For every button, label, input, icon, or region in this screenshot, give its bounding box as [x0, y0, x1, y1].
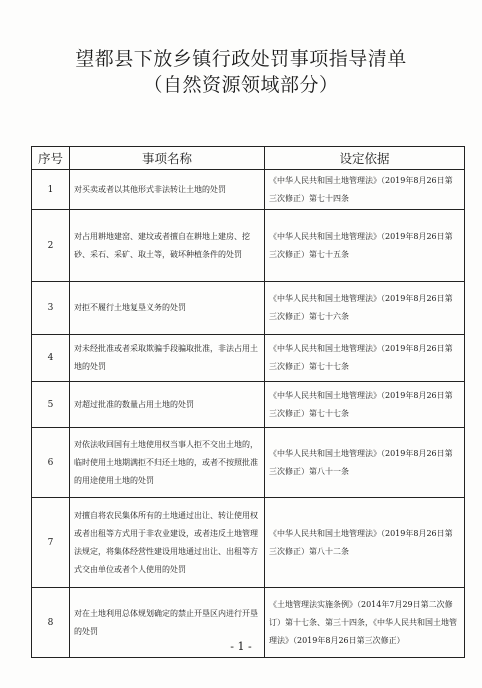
legal-basis: 《土地管理法实施条例》（2014年7月29日第二次修订）第十七条、第三十四条，《中华人民共和国土地管理法》（2019年8月26日第三次修正）	[265, 588, 465, 658]
item-name: 对拒不履行土地复垦义务的处罚	[70, 282, 265, 335]
table-row	[32, 282, 465, 335]
table-row	[32, 210, 465, 282]
item-name: 对超过批准的数量占用土地的处罚	[70, 382, 265, 428]
table-row	[32, 335, 465, 382]
table-row	[32, 382, 465, 428]
legal-basis: 《中华人民共和国土地管理法》（2019年8月26日第三次修正）第七十七条	[265, 382, 465, 428]
row-number: 7	[32, 498, 70, 588]
item-name: 对未经批准或者采取欺骗手段骗取批准，非法占用土地的处罚	[70, 335, 265, 382]
row-number: 8	[32, 588, 70, 658]
table-row	[32, 498, 465, 588]
table-row	[32, 170, 465, 210]
legal-basis: 《中华人民共和国土地管理法》（2019年8月26日第三次修正）第八十二条	[265, 498, 465, 588]
item-name: 对依法收回国有土地使用权当事人拒不交出土地的，临时使用土地期满拒不归还土地的，或者不按照批准的用途使用土地的处罚	[70, 428, 265, 498]
table-header-row	[32, 147, 465, 170]
legal-basis: 《中华人民共和国土地管理法》（2019年8月26日第三次修正）第七十七条	[265, 335, 465, 382]
legal-basis: 《中华人民共和国土地管理法》（2019年8月26日第三次修正）第七十五条	[265, 210, 465, 282]
header-item-name: 事项名称	[70, 147, 265, 170]
item-name: 对擅自将农民集体所有的土地通过出让、转让使用权或者出租等方式用于非农业建设，或者违反土地管理法规定，将集体经营性建设用地通过出让、出租等方式交由单位或者个人使用的处罚	[70, 498, 265, 588]
table-row	[32, 428, 465, 498]
penalty-items-table	[31, 146, 465, 658]
legal-basis: 《中华人民共和国土地管理法》（2019年8月26日第三次修正）第七十六条	[265, 282, 465, 335]
legal-basis: 《中华人民共和国土地管理法》（2019年8月26日第三次修正）第八十一条	[265, 428, 465, 498]
row-number: 6	[32, 428, 70, 498]
row-number: 2	[32, 210, 70, 282]
item-name: 对在土地利用总体规划确定的禁止开垦区内进行开垦的处罚	[70, 588, 265, 658]
document-subtitle: （自然资源领域部分）	[143, 74, 339, 96]
item-name: 对买卖或者以其他形式非法转让土地的处罚	[70, 170, 265, 210]
document-title: 望都县下放乡镇行政处罚事项指导清单	[75, 48, 407, 70]
header-no: 序号	[32, 147, 70, 170]
item-name: 对占用耕地建窑、建坟或者擅自在耕地上建房、挖砂、采石、采矿、取土等，破坏种植条件的处罚	[70, 210, 265, 282]
row-number: 4	[32, 335, 70, 382]
row-number: 5	[32, 382, 70, 428]
page-number: - 1 -	[230, 640, 252, 653]
header-basis: 设定依据	[265, 147, 465, 170]
row-number: 1	[32, 170, 70, 210]
row-number: 3	[32, 282, 70, 335]
legal-basis: 《中华人民共和国土地管理法》（2019年8月26日第三次修正）第七十四条	[265, 170, 465, 210]
